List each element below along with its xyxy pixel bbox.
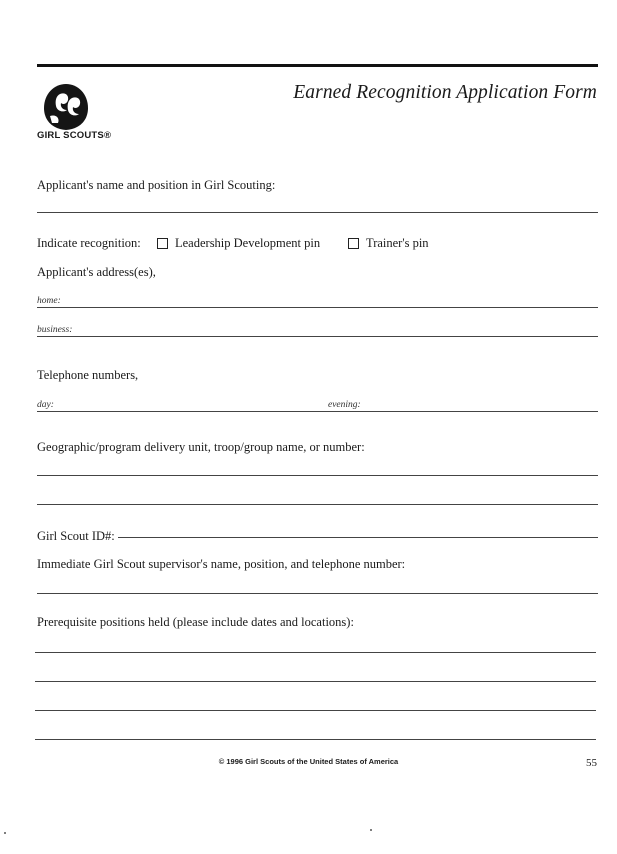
brand-wordmark: GIRL SCOUTS® bbox=[37, 130, 112, 141]
applicant-name-line[interactable] bbox=[37, 212, 598, 213]
top-rule bbox=[37, 64, 598, 67]
girl-scout-id-label: Girl Scout ID#: bbox=[37, 529, 115, 543]
prerequisite-positions-label: Prerequisite positions held (please include dates and locations): bbox=[37, 615, 354, 629]
telephone-label: Telephone numbers, bbox=[37, 368, 139, 382]
trainers-pin-checkbox[interactable] bbox=[348, 238, 359, 249]
home-address-line[interactable] bbox=[37, 307, 598, 308]
scan-speck bbox=[4, 832, 6, 834]
copyright-notice: © 1996 Girl Scouts of the United States of America bbox=[218, 757, 399, 766]
day-phone-label: day: bbox=[37, 400, 54, 410]
business-address-line[interactable] bbox=[37, 336, 598, 337]
girl-scout-id-line[interactable] bbox=[118, 537, 598, 538]
prerequisite-line-1[interactable] bbox=[35, 652, 596, 653]
business-address-label: business: bbox=[37, 325, 73, 335]
prerequisite-line-4[interactable] bbox=[35, 739, 596, 740]
prerequisite-line-3[interactable] bbox=[35, 710, 596, 711]
leadership-development-option: Leadership Development pin bbox=[175, 236, 321, 250]
applicant-name-label: Applicant's name and position in Girl Scouting: bbox=[37, 178, 276, 192]
trainers-pin-option: Trainer's pin bbox=[366, 236, 429, 250]
telephone-line[interactable] bbox=[37, 411, 598, 412]
home-address-label: home: bbox=[37, 296, 61, 306]
evening-phone-label: evening: bbox=[328, 400, 361, 410]
geographic-unit-line-1[interactable] bbox=[37, 475, 598, 476]
geographic-unit-line-2[interactable] bbox=[37, 504, 598, 505]
recognition-label: Indicate recognition: bbox=[37, 236, 141, 250]
girl-scouts-trefoil-logo-icon bbox=[36, 82, 96, 132]
prerequisite-line-2[interactable] bbox=[35, 681, 596, 682]
leadership-development-checkbox[interactable] bbox=[157, 238, 168, 249]
scan-speck bbox=[370, 829, 372, 831]
supervisor-line[interactable] bbox=[37, 593, 598, 594]
supervisor-label: Immediate Girl Scout supervisor's name, position, and telephone number: bbox=[37, 557, 406, 571]
form-title: Earned Recognition Application Form bbox=[293, 82, 597, 103]
geographic-unit-label: Geographic/program delivery unit, troop/group name, or number: bbox=[37, 440, 365, 454]
page-number: 55 bbox=[586, 757, 597, 769]
address-label: Applicant's address(es), bbox=[37, 265, 156, 279]
